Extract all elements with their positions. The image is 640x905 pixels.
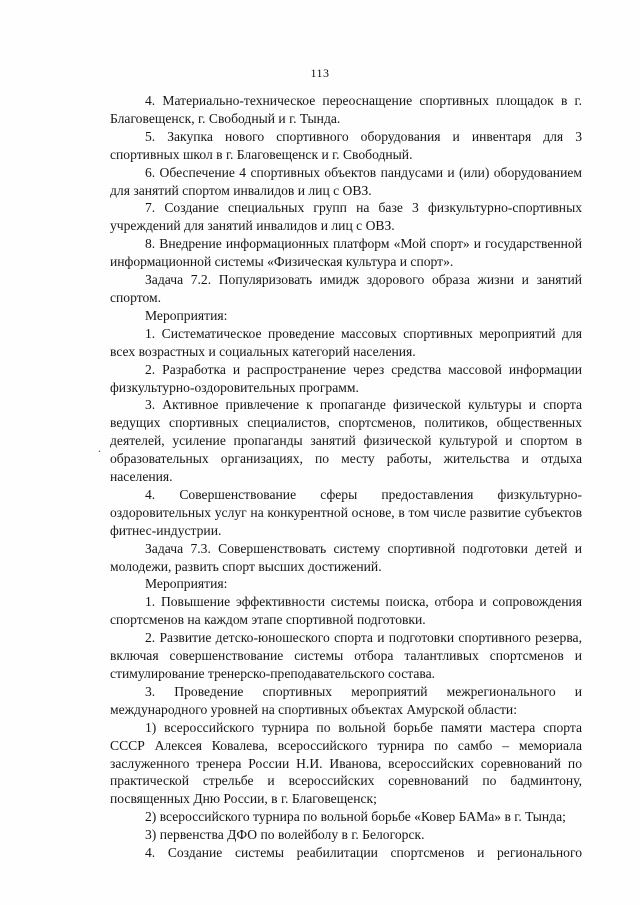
paragraph-subitem-1-tournaments: 1) всероссийского турнира по вольной борьбе памяти мастера спорта СССР Алексея Ковалева, всероссийского турнира по самбо – мемориала заслуженного тренера России Н.И. Иванова, всероссийских соревнований по практической стрельбе и всероссийских соревнований по бадминтону, посвященных Дню России, в г. Благовещенск; (110, 719, 582, 807)
paragraph-item-4-equipment-upgrade: 4. Материально-техническое переоснащение спортивных площадок в г. Благовещенск, г. Свободный и г. Тында. (110, 93, 582, 126)
document-body (110, 92, 582, 862)
paragraph-subitem-2-kover-bama: 2) всероссийского турнира по вольной борьбе «Ковер БАМа» в г. Тында; (145, 809, 566, 825)
stray-mark: . (98, 441, 101, 455)
measures-heading-2: Мероприятия: (145, 576, 228, 592)
paragraph-subitem-3-volleyball: 3) первенства ДФО по волейболу в г. Белогорск. (145, 827, 425, 843)
paragraph-measure-2-youth-sport: 2. Развитие детско-юношеского спорта и подготовки спортивного резерва, включая совершенствование системы отбора талантливых спортсменов и стимулирование тренерско-преподавательского состава. (110, 630, 582, 681)
paragraph-measure-4-fitness: 4. Совершенствование сферы предоставления физкультурно-оздоровительных услуг на конкурентной основе, в том числе развитие субъектов фитнес-индустрии. (110, 486, 582, 538)
task-7-2-heading: Задача 7.2. Популяризовать имидж здорового образа жизни и занятий спортом. (110, 272, 582, 305)
paragraph-item-5-purchase: 5. Закупка нового спортивного оборудования и инвентаря для 3 спортивных школ в г. Благовещенск и г. Свободный. (110, 128, 582, 162)
paragraph-item-6-ramps: 6. Обеспечение 4 спортивных объектов пандусами и (или) оборудованием для занятий спортом инвалидов и лиц с ОВЗ. (110, 164, 582, 198)
page-number: 113 (310, 66, 330, 80)
paragraph-measure-3-events: 3. Проведение спортивных мероприятий межрегионального и международного уровней на спортивных объектах Амурской области: (110, 683, 582, 717)
paragraph-measure-4-rehabilitation: 4. Создание системы реабилитации спортсменов и регионального (145, 845, 582, 861)
paragraph-item-8-platforms: 8. Внедрение информационных платформ «Мой спорт» и государственной информационной системы «Физическая культура и спорт». (110, 236, 582, 270)
paragraph-measure-1-selection: 1. Повышение эффективности системы поиска, отбора и сопровождения спортсменов на каждом этапе спортивной подготовки. (110, 594, 582, 628)
task-7-3-heading: Задача 7.3. Совершенствовать систему спортивной подготовки детей и молодежи, развить спорт высших достижений. (110, 540, 582, 574)
paragraph-measure-3-promotion: 3. Активное привлечение к пропаганде физической культуры и спорта ведущих спортивных специалистов, спортсменов, политиков, общественных деятелей, усиление пропаганды занятий физической культурой и спортом в образовательных организациях, по месту работы, жительства и отдыха населения. (110, 397, 582, 485)
measures-heading-1: Мероприятия: (145, 307, 228, 323)
paragraph-measure-1-mass-events: 1. Систематическое проведение массовых спортивных мероприятий для всех возрастных и социальных категорий населения. (110, 325, 582, 359)
paragraph-measure-2-media-programs: 2. Разработка и распространение через средства массовой информации физкультурно-оздоровительных программ. (110, 361, 582, 395)
paragraph-item-7-special-groups: 7. Создание специальных групп на базе 3 физкультурно-спортивных учреждений для занятий инвалидов и лиц с ОВЗ. (110, 200, 582, 234)
